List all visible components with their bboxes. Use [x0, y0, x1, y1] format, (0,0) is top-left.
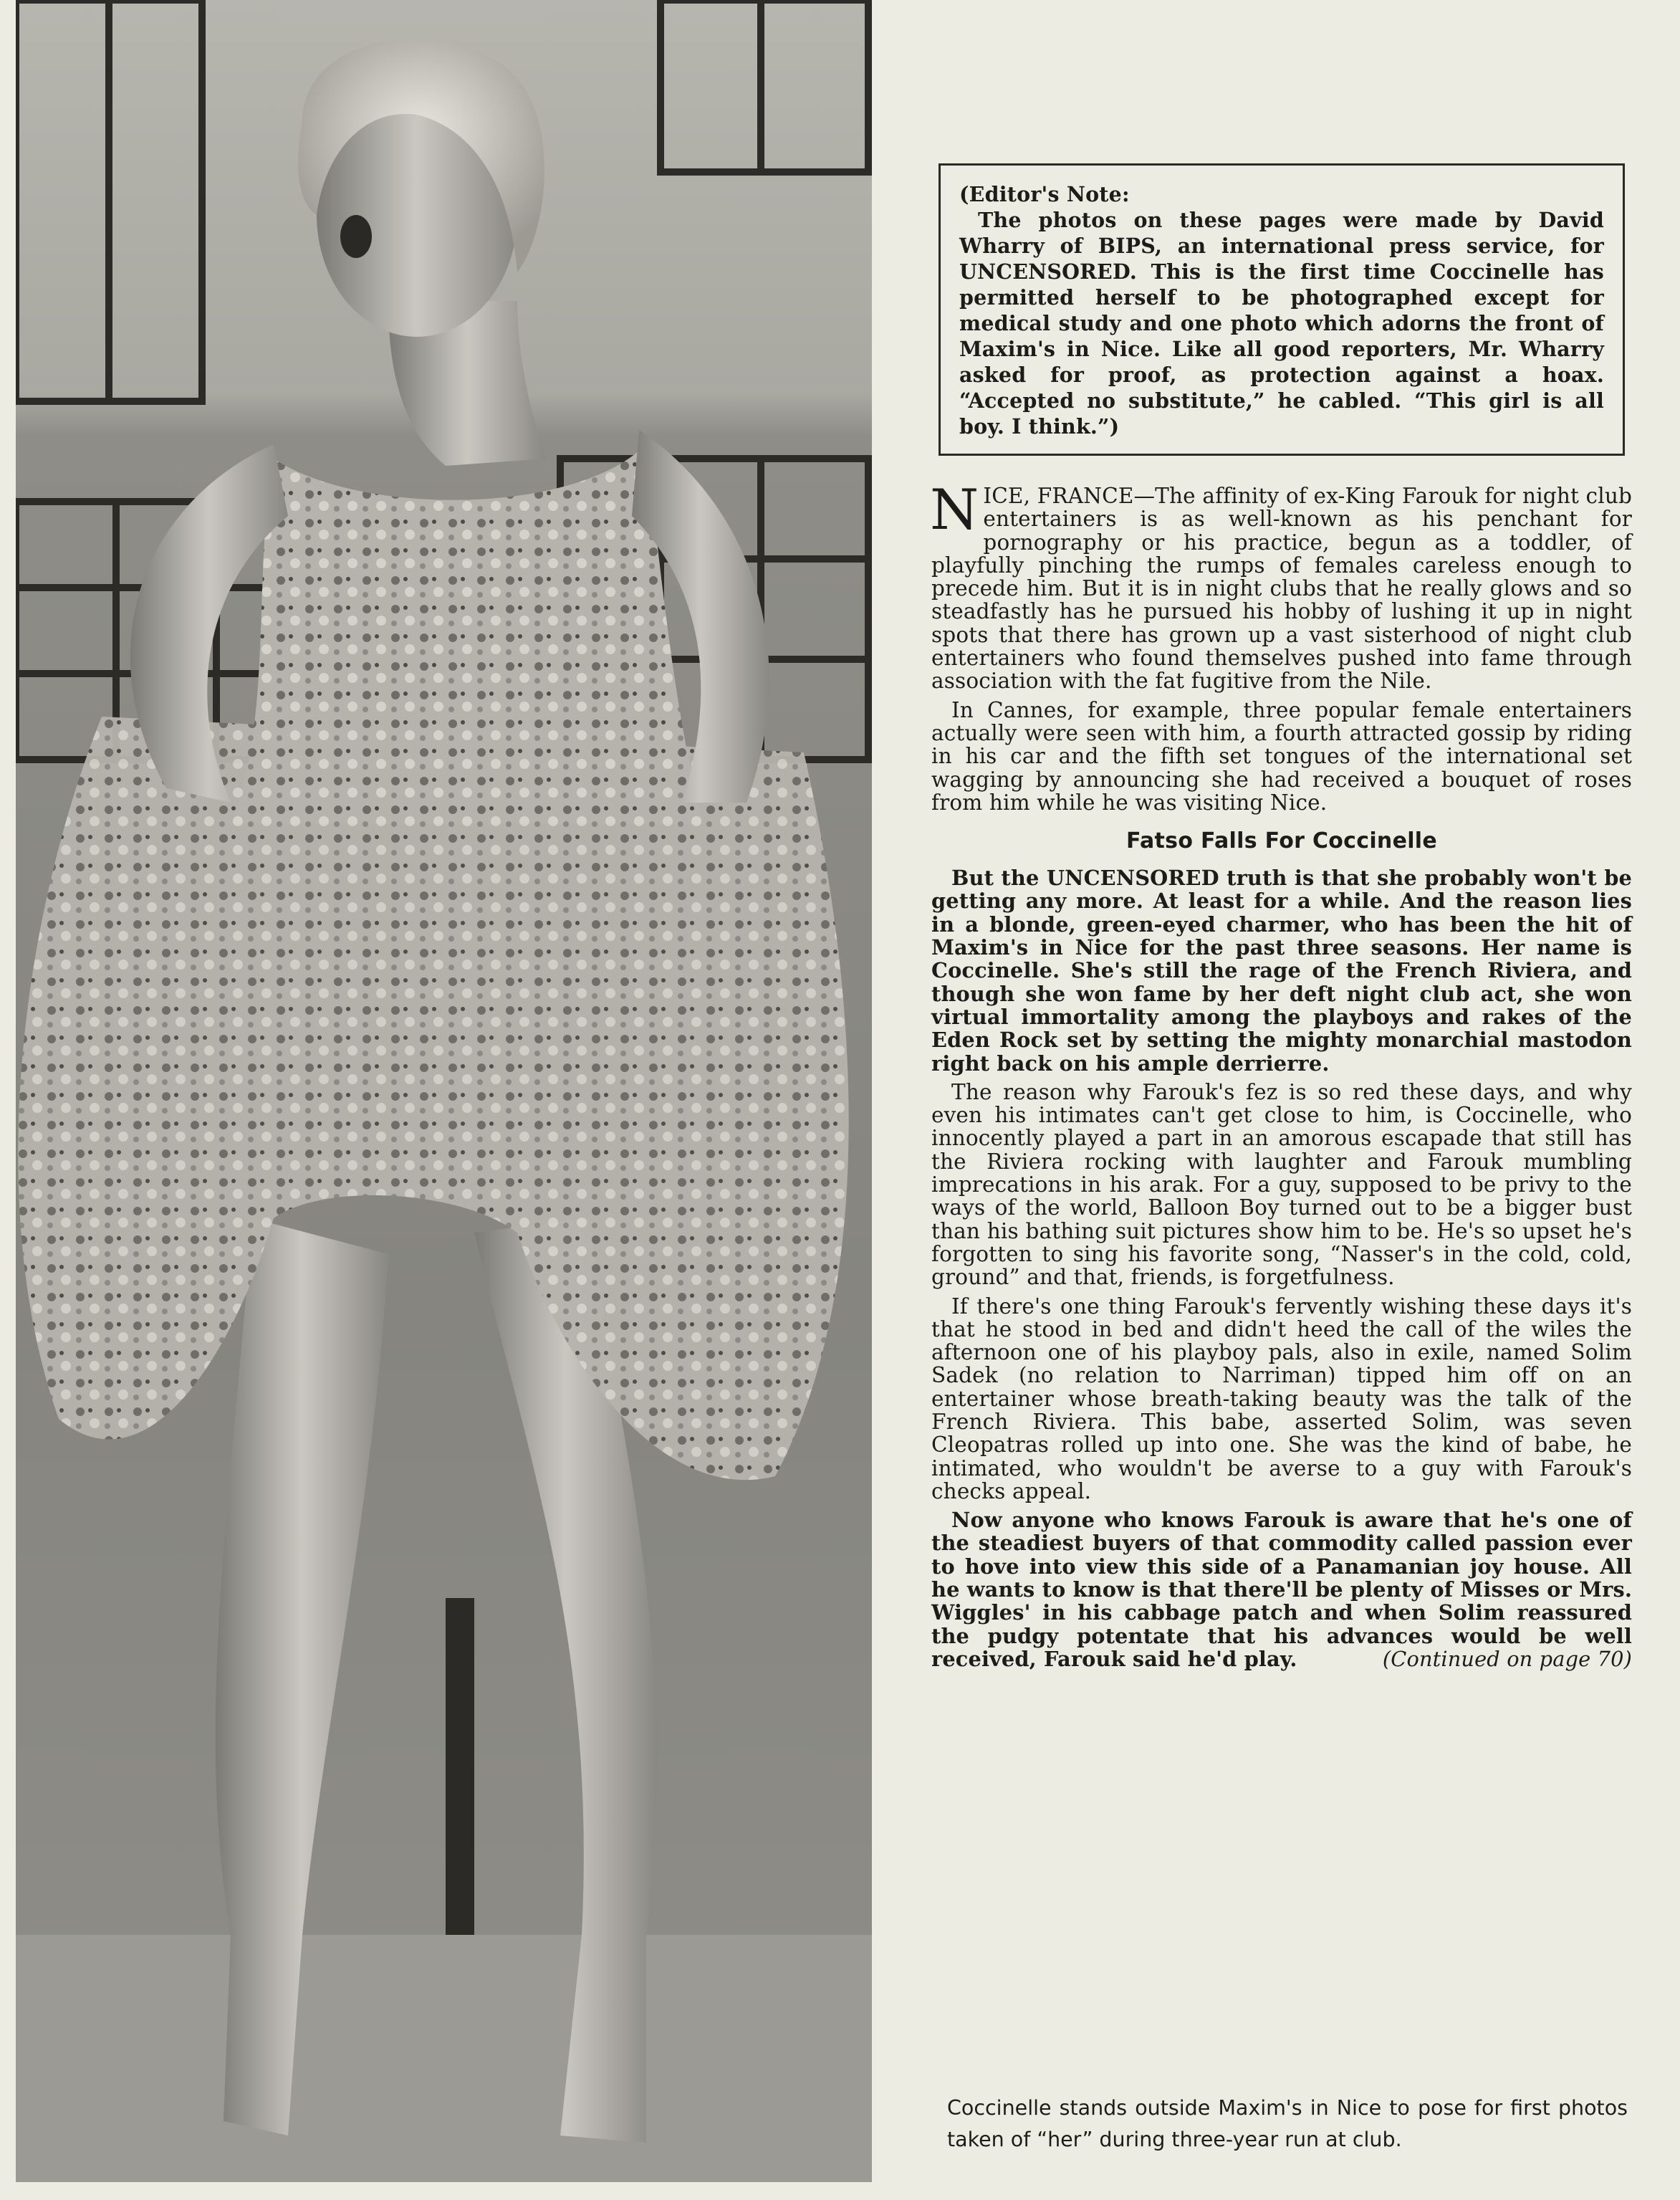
article-paragraph-1 [930, 478, 1632, 694]
article-paragraph-3: But the UNCENSORED truth is that she probably won't be getting any more. At least for a while. And the reason lies in a blonde, green-eyed charmer, who has been the hit of Maxim's in Nice for the past three seasons. Her name is Coccinelle. She's still the rage of the French Riviera, and though she won fame by her deft night club act, she won virtual immortality among the playboys and rakes of the Eden Rock set by setting the mighty monarchial mastodon right back on his ample derrierre. [931, 866, 1632, 1076]
article-paragraph-5: If there's one thing Farouk's fervently wishing these days it's that he stood in bed and didn't heed the call of the wiles the afternoon one of his playboy pals, also in exile, named Solim Sadek (no relation to Narriman) tipped him off on an entertainer whose breath-taking beauty was the talk of the French Riviera. This babe, asserted Solim, was seven Cleopatras rolled up into one. She was the kind of babe, he intimated, who wouldn't be averse to a guy with Farouk's checks appeal. [931, 1293, 1632, 1503]
paragraph-1-text: ICE, FRANCE—The affinity of ex-King Farouk for night club entertainers is as well-known as his penchant for pornography or his practice, begun as a toddler, of playfully pinching the rumps of females careless enough to precede him. But it is in night clubs that he really glows and so steadfastly has he pursued his hobby of lushing it up in night spots that there has grown up a vast sisterhood of night club entertainers who found themselves pushed into fame through association with the fat fugitive from the Nile. [931, 484, 1632, 694]
coccinelle-photo [16, 0, 872, 2182]
article-paragraph-6 [931, 1508, 1632, 1670]
photo-illustration [16, 0, 872, 2182]
article-paragraph-2: In Cannes, for example, three popular female entertainers actually were seen with him, a fourth attracted gossip by riding in his car and the fifth set tongues of the international set wagging by announcing she had received a bouquet of roses from him while he was visiting Nice. [931, 697, 1632, 815]
editors-note-heading: (Editor's Note: [959, 182, 1130, 206]
editors-note-body: The photos on these pages were made by David Wharry of BIPS, an international press service, for UNCENSORED. This is the first time Coccinelle has permitted herself to be photographed except for medical study and one photo which adorns the front of Maxim's in Nice. Like all good reporters, Mr. Wharry asked for proof, as protection against a hoax. “Accepted no substitute,” he cabled. “This girl is all boy. I think.”) [959, 208, 1604, 439]
subheading: Fatso Falls For Coccinelle [1125, 828, 1438, 854]
editors-note-box [939, 163, 1625, 456]
article-column [931, 163, 1632, 1676]
drop-cap: N [930, 478, 979, 542]
continued-note: (Continued on page 70) [1382, 1646, 1632, 1671]
paragraph-6-text: Now anyone who knows Farouk is aware that he's one of the steadiest buyers of that commodity called passion ever to hove into view this side of a Panamanian joy house. All he wants to know is that there'll be plenty of Misses or Mrs. Wiggles' in his cabbage patch and when Solim reassured the pudgy potentate that his advances would be well received, Farouk said he'd play. [931, 1508, 1632, 1671]
article-paragraph-4: The reason why Farouk's fez is so red these days, and why even his intimates can't get close to him, is Coccinelle, who innocently played a part in an amorous escapade that still has the Riviera rocking with laughter and Farouk mumbling imprecations in his arak. For a guy, supposed to be privy to the ways of the world, Balloon Boy turned out to be a bigger bust than his bathing suit pictures show him to be. He's so upset he's forgotten to sing his favorite song, “Nasser's in the cold, cold, ground” and that, friends, is forgetfulness. [931, 1079, 1632, 1290]
photo-caption: Coccinelle stands outside Maxim's in Nice to pose for first photos taken of “her” during three-year run at club. [947, 2096, 1628, 2151]
